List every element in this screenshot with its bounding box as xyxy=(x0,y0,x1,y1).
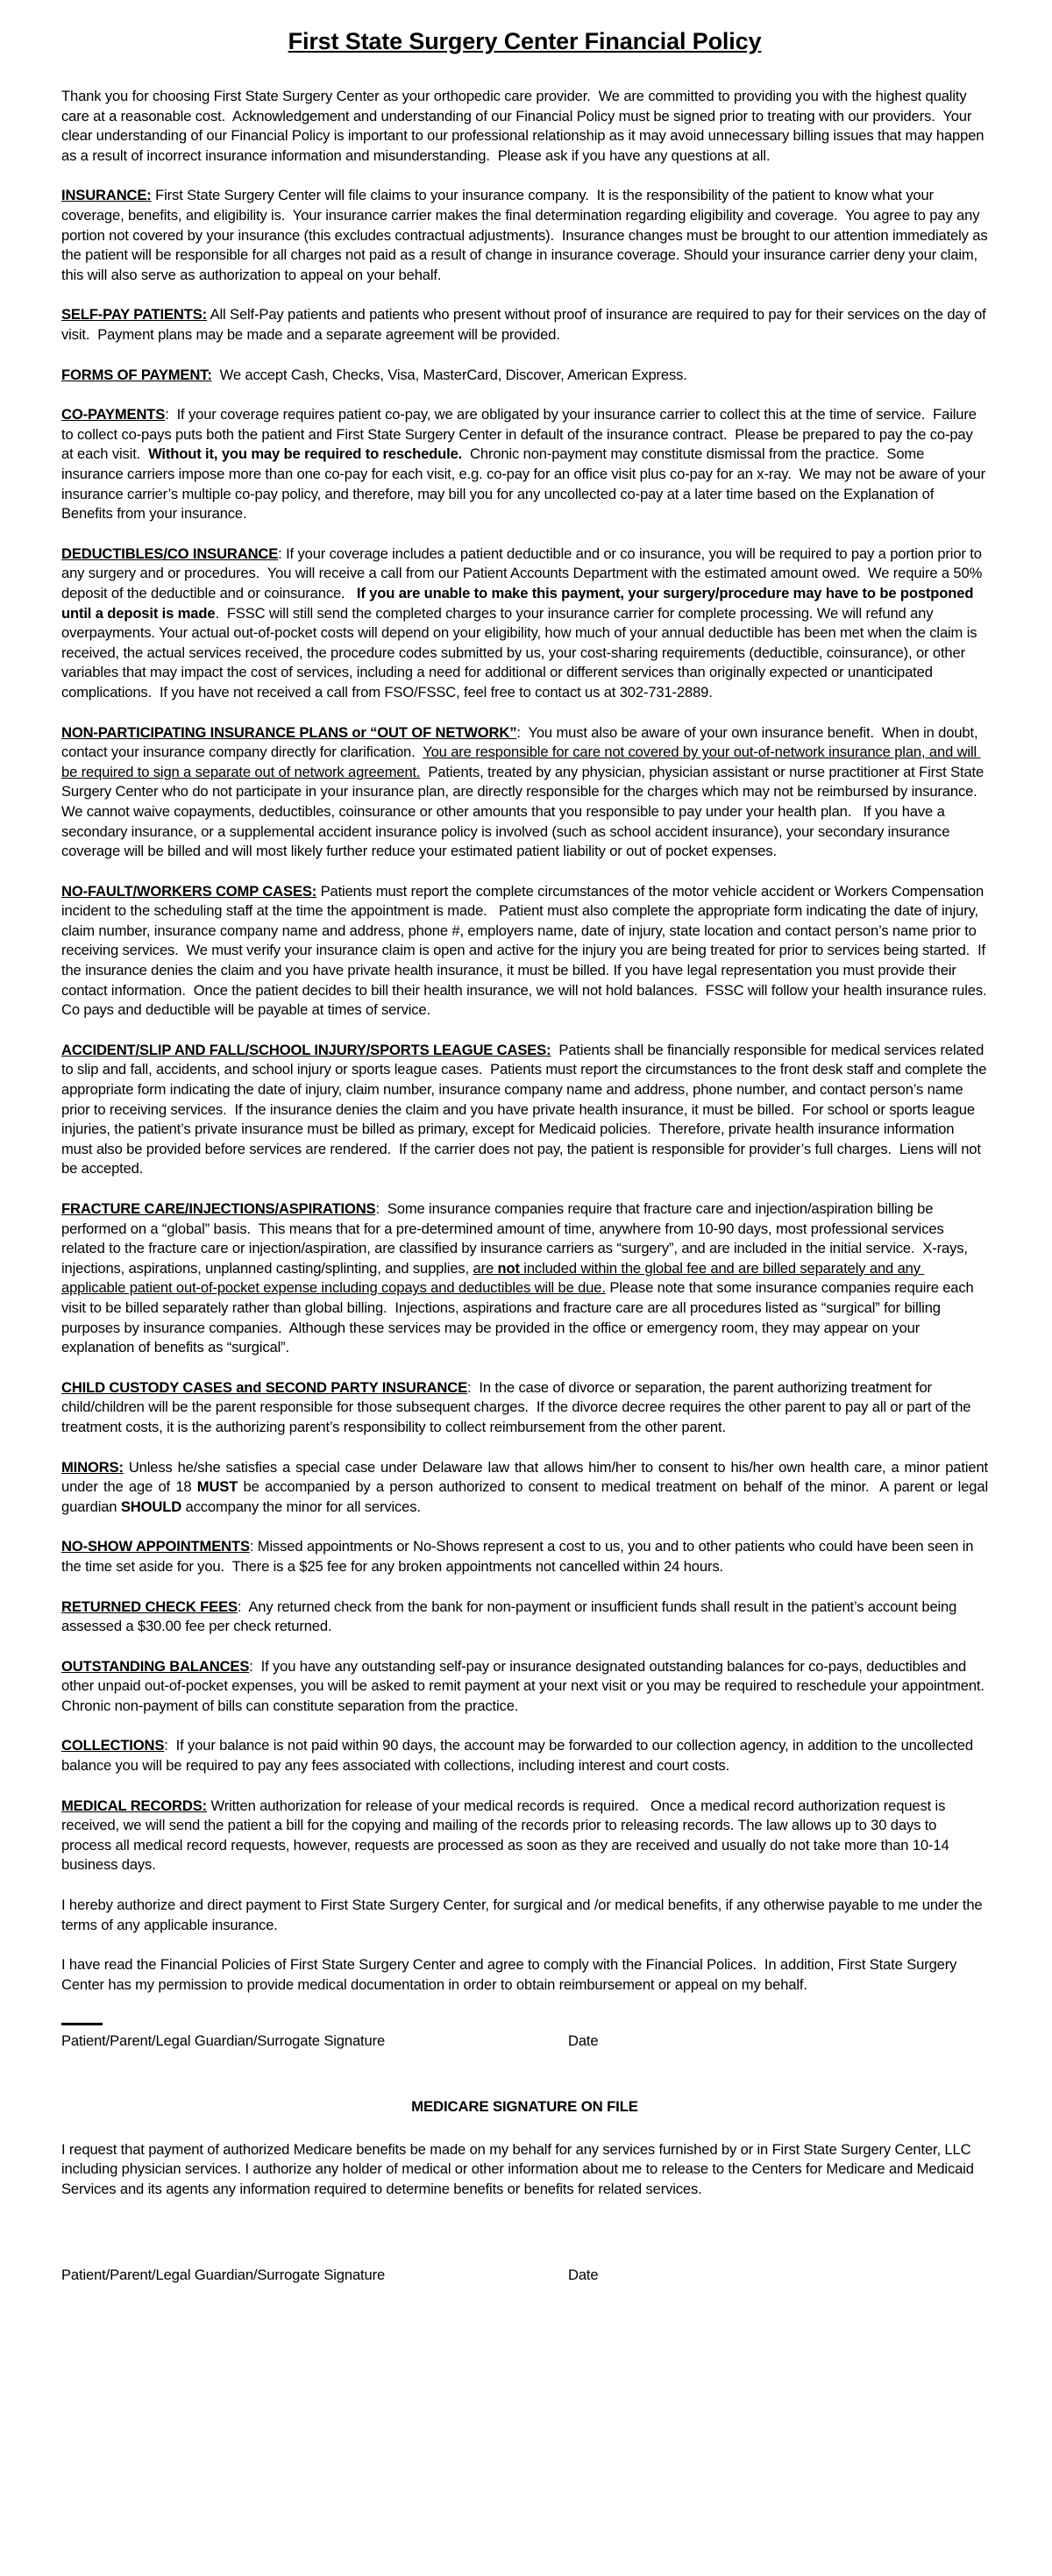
text-run: All Self-Pay patients and patients who present without proof of insurance are required to pay for their services on the day of visit. Payment plans may be made and a separate agreement will be provided. xyxy=(61,306,991,344)
section-outstanding-balances xyxy=(61,1657,992,1717)
emphasized-text-run: NO-FAULT/WORKERS COMP CASES: xyxy=(61,882,317,900)
text-run: Written authorization for release of your medical records is required. Once a medical record authorization request is received, we will send the patient a bill for the copying and mailing of the records prior to releasing records. The law allows up to 30 days to process all medical record requests, however, requests are processed as soon as they are received and usually do not take more than 10-14 business days. xyxy=(61,1797,953,1874)
text-run: I have read the Financial Policies of First State Surgery Center and agree to comply with the Financial Polices. In addition, First State Surgery Center has my permission to provide medical documentation in order to obtain reimbursement or appeal on my behalf. xyxy=(61,1956,961,1993)
text-run: Unless he/she satisfies a special case under Delaware law that allows him/her to consent to his/her own health care, a minor patient under the age of 18 xyxy=(61,1458,992,1496)
text-run: I request that payment of authorized Medicare benefits be made on my behalf for any services furnished by or in First State Surgery Center, LLC including physician services. I authorize any holder of medical or other information about me to release to the Centers for Medicare and Medicaid Services and its agents any information required to determine benefits or benefits for related services. xyxy=(61,2140,978,2197)
signature-row xyxy=(61,2032,988,2052)
section-collections xyxy=(61,1736,988,1775)
emphasized-text-run: are xyxy=(473,1259,498,1277)
text-run: be accompanied by a person authorized to consent to medical treatment on behalf of the minor. A parent or legal guardian xyxy=(61,1478,992,1515)
section-non-participating-plans xyxy=(61,723,988,862)
emphasized-text-run: included within the global fee and are billed separately and any applicable patient out-of-pocket expense including copays and deductibles will be due. xyxy=(61,1259,925,1297)
medicare-signature-heading: MEDICARE SIGNATURE ON FILE xyxy=(411,2098,638,2115)
section-medical-records xyxy=(61,1797,988,1875)
text-run: First State Surgery Center will file claims to your insurance company. It is the responsibility of the patient to know what your coverage, benefits, and eligibility is. Your insurance carrier makes the final determination regarding eligibility and coverage. You agree to pay any portion not covered by your insurance (this excludes contractual adjustments). Insurance changes must be brought to our attention immediately as the patient will be responsible for all charges not paid as a result of change in insurance coverage. Should your insurance carrier deny your claim, this will also serve as authorization to appeal on your behalf. xyxy=(61,187,992,283)
emphasized-text-run: If you are unable to make this payment, your surgery/procedure may have to be postponed until a deposit is made xyxy=(61,584,977,622)
text-run: : If your balance is not paid within 90 days, the account may be forwarded to our collection agency, in addition to the uncollected balance you will be required to pay any fees associated with collections, including interest and court costs. xyxy=(61,1737,977,1775)
text-run: Chronic non-payment may constitute dismissal from the practice. Some insurance carriers impose more than one co-pay for each visit, e.g. co-pay for an office visit plus co-pay for an x-ray. We may not be aware of your insurance carrier’s multiple co-pay policy, and therefore, may bill you for any uncollected co-pay at a later time based on the Explanation of Benefits from your insurance. xyxy=(61,445,990,523)
section-no-show-appointments xyxy=(61,1537,988,1576)
text-run: Patients, treated by any physician, physician assistant or nurse practitioner at First State Surgery Center who do not participate in your insurance plan, are directly responsible for the charges which may not be reimbursed by insurance. We cannot waive copayments, deductibles, coinsurance or other amounts that you responsible to pay under your health plan. If you have a secondary insurance, or a supplemental accident insurance policy is involved (such as school accident insurance), your secondary insurance coverage will be billed and will most likely further reduce your estimated patient liability or out of pocket expenses. xyxy=(61,763,988,860)
text-run: . FSSC will still send the completed charges to your insurance carrier for complete processing. We will refund any overpayments. Your actual out-of-pocket costs will depend on your eligibility, how much of your annual deductible has been met when the claim is received, the actual services received, the procedure codes submitted by us, your cost-sharing requirements (deductible, coinsurance), or other variables that may impact the cost of services, including a need for additional or different services than originally expected or unanticipated complications. If you have not received a call from FSO/FSSC, feel free to contact us at 302-731-2889. xyxy=(61,604,981,701)
emphasized-text-run: MUST xyxy=(196,1478,238,1496)
text-run: We accept Cash, Checks, Visa, MasterCard, Discover, American Express. xyxy=(211,366,687,383)
section-forms-of-payment xyxy=(61,366,988,386)
section-no-fault-workers-comp xyxy=(61,882,995,1021)
text-run: : If your coverage includes a patient deductible and or co insurance, you will be required to pay a portion prior to any surgery and or procedures. You will receive a call from our Patient Accounts Department with the estimated amount owed. We require a 50% deposit of the deductible and or coinsurance. xyxy=(61,544,986,601)
section-co-payments xyxy=(61,405,988,524)
text-run: : If your coverage requires patient co-pay, we are obligated by your insurance carrier to collect this at the time of service. Failure to collect co-pays puts both the patient and First State Surgery Center in default of the insurance contract. Please be prepared to pay the co-pay at each visit. xyxy=(61,406,981,463)
emphasized-text-run: COLLECTIONS xyxy=(61,1737,165,1754)
section-returned-check-fees xyxy=(61,1598,988,1637)
emphasized-text-run: MEDICAL RECORDS: xyxy=(61,1797,208,1814)
signature-block-medicare xyxy=(61,2266,988,2286)
acknowledgement-statement xyxy=(61,1955,988,1995)
text-run: Patients must report the complete circumstances of the motor vehicle accident or Workers Compensation incident to the scheduling staff at the time the appointment is made. Patient must also complete the appropriate form indicating the date of injury, claim number, insurance company name and address, phone #, employers name, date of injury, state location and contact person’s name prior to receiving services. We must verify your insurance claim is open and active for the injury you are being treated for prior to services being started. If the insurance denies the claim and you have private health insurance, it must be billed. If you have legal representation you must provide their contact information. Once the patient decides to bill their health insurance, we will not hold balances. FSSC will follow your health insurance rules. Co pays and deductible will be payable at times of service. xyxy=(61,882,995,1019)
text-run: accompany the minor for all services. xyxy=(181,1498,421,1515)
text-run: : Any returned check from the bank for non-payment or insufficient funds shall result in the patient’s account being assessed a $30.00 fee per check returned. xyxy=(61,1598,961,1635)
section-accident-slip-fall xyxy=(61,1041,991,1179)
emphasized-text-run: SELF-PAY PATIENTS: xyxy=(61,306,208,324)
emphasized-text-run: MINORS: xyxy=(61,1458,124,1476)
emphasized-text-run: ACCIDENT/SLIP AND FALL/SCHOOL INJURY/SPORTS LEAGUE CASES: xyxy=(61,1041,551,1058)
signature-line xyxy=(61,2023,103,2025)
emphasized-text-run: CO-PAYMENTS xyxy=(61,406,166,423)
text-run: : If you have any outstanding self-pay or insurance designated outstanding balances for co-pays, deductibles and other unpaid out-of-pocket expenses, you will be asked to remit payment at your next visit or you may be required to reschedule your appointment. Chronic non-payment of bills can constitute separation from the practice. xyxy=(61,1657,992,1714)
signature-label: Patient/Parent/Legal Guardian/Surrogate Signature xyxy=(61,2266,386,2284)
emphasized-text-run: INSURANCE: xyxy=(61,187,152,204)
text-run: Please note that some insurance companies require each visit to be billed separately rather than global billing. Injections, aspirations and fracture care are all procedures listed as “surgical” for billing purposes by insurance companies. Although these services may be provided in the office or emergency room, they may appear on your explanation of benefits as “surgical”. xyxy=(61,1279,978,1356)
authorize-payment-statement xyxy=(61,1896,988,1935)
emphasized-text-run: NON-PARTICIPATING INSURANCE PLANS or “OUT OF NETWORK” xyxy=(61,723,517,741)
section-self-pay-patients xyxy=(61,305,991,345)
emphasized-text-run: NO-SHOW APPOINTMENTS xyxy=(61,1538,250,1555)
section-deductibles-co-insurance xyxy=(61,544,988,703)
section-fracture-care-injections xyxy=(61,1199,988,1358)
medicare-authorization-paragraph xyxy=(61,2140,988,2200)
emphasized-text-run: OUTSTANDING BALANCES xyxy=(61,1657,250,1675)
emphasized-text-run: FORMS OF PAYMENT: xyxy=(61,366,212,383)
emphasized-text-run: You are responsible for care not covered by your out-of-network insurance plan, and will be required to sign a separate out of network agreement. xyxy=(61,744,981,780)
section-insurance xyxy=(61,186,992,285)
emphasized-text-run: SHOULD xyxy=(120,1498,182,1515)
emphasized-text-run: Without it, you may be required to reschedule. xyxy=(148,445,463,463)
emphasized-text-run: not xyxy=(497,1259,520,1277)
intro-paragraph xyxy=(61,87,988,166)
date-label: Date xyxy=(568,2266,599,2284)
text-run: : Some insurance companies require that fracture care and injection/aspiration billing be performed on a “global” basis. This means that for a pre-determined amount of time, anywhere from 10-90 days, most professional services related to the fracture care or injection/aspiration, are classified by insurance carriers as “surgery”, and are included in the initial service. X-rays, injections, aspirations, unplanned casting/splinting, and supplies, xyxy=(61,1200,972,1277)
section-child-custody xyxy=(61,1378,988,1438)
text-run: : In the case of divorce or separation, the parent authorizing treatment for child/children will be the parent responsible for those subsequent charges. If the divorce decree requires the other parent to pay all or part of the treatment costs, it is the authorizing parent’s responsibility to collect reimbursement from the other parent. xyxy=(61,1378,975,1435)
emphasized-text-run: DEDUCTIBLES/CO INSURANCE xyxy=(61,544,279,562)
emphasized-text-run: FRACTURE CARE/INJECTIONS/ASPIRATIONS xyxy=(61,1200,376,1217)
date-label: Date xyxy=(568,2032,599,2050)
text-run: Thank you for choosing First State Surgery Center as your orthopedic care provider. We are committed to providing you with the highest quality care at a reasonable cost. Acknowledgement and understanding of our Financial Policy must be signed prior to treating with our providers. Your clear understanding of our Financial Policy is important to our professional relationship as it may avoid unnecessary billing issues that may happen as a result of incorrect insurance information and misunderstanding. Please ask if you have any questions at all. xyxy=(61,88,988,164)
text-run: I hereby authorize and direct payment to First State Surgery Center, for surgical and /or medical benefits, if any otherwise payable to me under the terms of any applicable insurance. xyxy=(61,1896,986,1933)
document-title: First State Surgery Center Financial Policy xyxy=(288,28,762,54)
signature-label: Patient/Parent/Legal Guardian/Surrogate Signature xyxy=(61,2032,386,2050)
text-run: : You must also be aware of your own insurance benefit. When in doubt, contact your insurance company directly for clarification. xyxy=(61,723,982,761)
text-run: : Missed appointments or No-Shows represent a cost to us, you and to other patients who could have been seen in the time set aside for you. There is a $25 fee for any broken appointments not cancelled within 24 hours. xyxy=(61,1538,977,1575)
text-run: Patients shall be financially responsible for medical services related to slip and fall, accidents, and school injury or sports league cases. Patients must report the circumstances to the front desk staff and complete the appropriate form indicating the date of injury, claim number, insurance company name and address, phone number, and contact person’s name prior to receiving services. If the insurance denies the claim and you have private health insurance, it must be billed. For school or sports league injuries, the patient’s private insurance must be billed as primary, except for Medicaid policies. Therefore, private health insurance information must also be provided before services are rendered. If the carrier does not pay, the patient is responsible for provider’s full charges. Liens will not be accepted. xyxy=(61,1041,991,1178)
signature-row xyxy=(61,2266,988,2286)
section-minors xyxy=(61,1458,992,1518)
signature-block-financial-policy xyxy=(61,2023,988,2052)
emphasized-text-run: RETURNED CHECK FEES xyxy=(61,1598,238,1615)
emphasized-text-run: CHILD CUSTODY CASES and SECOND PARTY INSURANCE xyxy=(61,1378,468,1396)
